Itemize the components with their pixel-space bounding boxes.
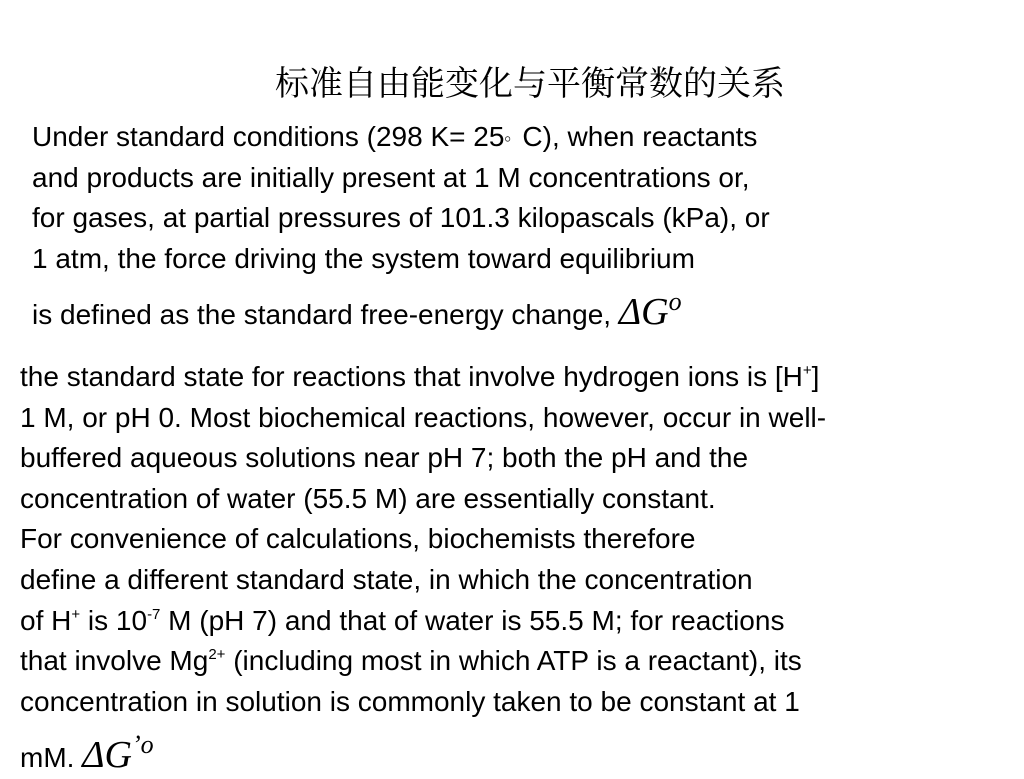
- paragraph-line: define a different standard state, in which the concentration: [20, 563, 753, 595]
- text-fragment: that involve Mg: [20, 645, 209, 677]
- math-symbol: ΔG: [618, 291, 669, 334]
- delta-g-prime-standard-symbol: [82, 730, 154, 777]
- paragraph-line: [20, 357, 826, 398]
- math-superscript: ’o: [131, 730, 154, 760]
- text-fragment: is 10: [80, 604, 148, 636]
- paragraph-line: concentration in solution is commonly taken to be constant at 1: [20, 685, 800, 717]
- paragraph-line: concentration of water (55.5 M) are essentially constant.: [20, 482, 716, 514]
- paragraph-line: 1 atm, the force driving the system toward equilibrium: [32, 242, 695, 274]
- paragraph-line: [20, 641, 826, 682]
- superscript: 2+: [208, 646, 226, 664]
- paragraph-line: [32, 279, 770, 334]
- text-fragment: is defined as the standard free-energy change,: [32, 299, 612, 331]
- paragraph-line: and products are initially present at 1 M concentrations or,: [32, 161, 750, 193]
- text-fragment: ]: [811, 361, 820, 392]
- slide-title: 标准自由能变化与平衡常数的关系: [275, 64, 785, 104]
- paragraph-line: for gases, at partial pressures of 101.3 kilopascals (kPa), or: [32, 202, 770, 234]
- superscript: +: [71, 605, 81, 623]
- text-fragment: the standard state for reactions that involve hydrogen ions is [H: [20, 361, 803, 392]
- paragraph-line: buffered aqueous solutions near pH 7; both the pH and the: [20, 442, 749, 474]
- text-fragment: M (pH 7) and that of water is 55.5 M; for reactions: [160, 604, 785, 636]
- superscript: -7: [147, 605, 161, 623]
- text-fragment: (including most in which ATP is a reactant), its: [225, 645, 802, 677]
- text-fragment: mM.: [20, 742, 75, 774]
- math-superscript: o: [668, 287, 682, 317]
- paragraph-line: [20, 722, 826, 777]
- degree-symbol: 。: [504, 124, 523, 144]
- superscript: +: [802, 362, 812, 379]
- paragraph-line: [32, 117, 770, 158]
- delta-g-standard-symbol: [618, 287, 682, 334]
- paragraph-line: For convenience of calculations, biochemists therefore: [20, 523, 696, 555]
- text-fragment: of H: [20, 604, 72, 636]
- text-fragment: C), when reactants: [522, 121, 758, 152]
- paragraph-line: [20, 601, 826, 642]
- math-symbol: ΔG: [82, 734, 132, 777]
- biochemical-standard-state-paragraph: [20, 357, 827, 777]
- text-fragment: Under standard conditions (298 K= 25: [32, 121, 505, 152]
- standard-conditions-paragraph: [32, 117, 770, 334]
- paragraph-line: 1 M, or pH 0. Most biochemical reactions, however, occur in well-: [20, 401, 827, 433]
